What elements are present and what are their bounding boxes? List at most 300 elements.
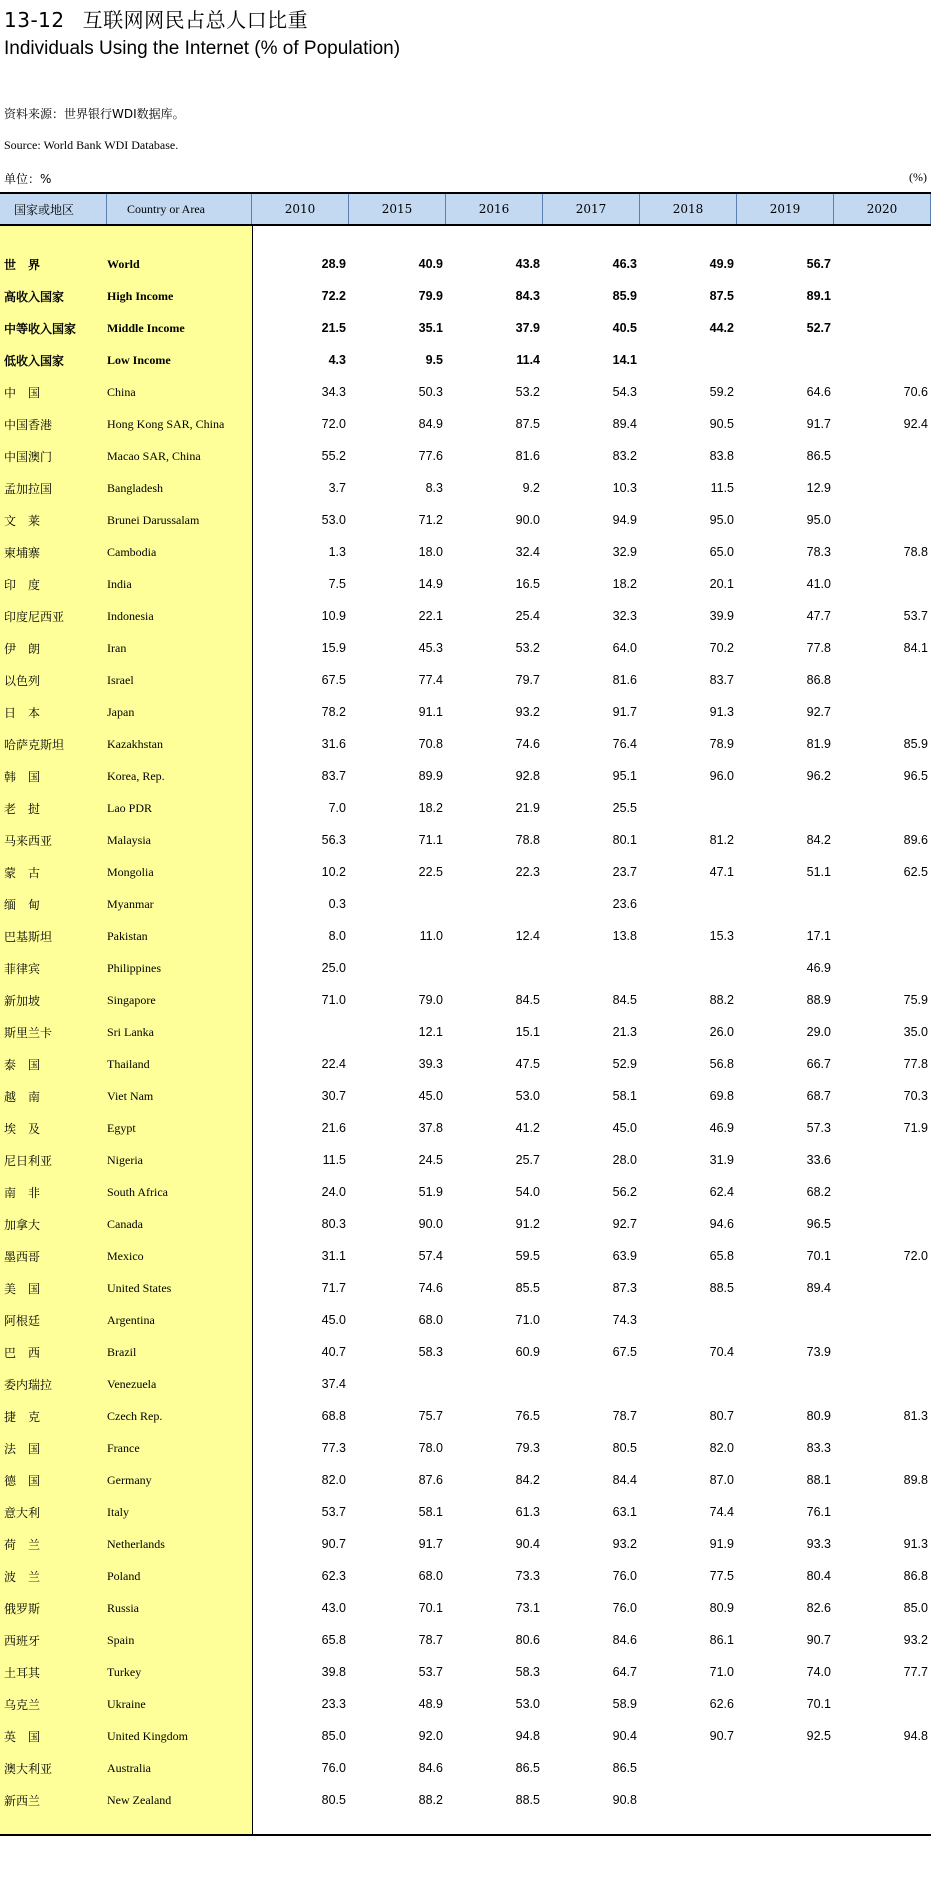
value-cell: 77.5 bbox=[709, 1569, 734, 1583]
value-cell: 90.4 bbox=[515, 1537, 540, 1551]
value-cell: 87.3 bbox=[612, 1281, 637, 1295]
value-cell: 12.4 bbox=[515, 929, 540, 943]
value-cell: 95.1 bbox=[612, 769, 637, 783]
value-cell: 72.0 bbox=[903, 1249, 928, 1263]
value-cell: 71.9 bbox=[903, 1121, 928, 1135]
country-name-en: Viet Nam bbox=[107, 1088, 154, 1103]
table-row bbox=[0, 1432, 931, 1464]
value-cell: 23.3 bbox=[321, 1697, 346, 1711]
value-cell: 79.7 bbox=[515, 673, 540, 687]
country-name-cn: 蒙 古 bbox=[4, 865, 41, 880]
table-row bbox=[0, 1304, 931, 1336]
value-cell: 86.8 bbox=[806, 673, 831, 687]
country-name-cn: 柬埔寨 bbox=[4, 545, 41, 560]
country-name-cn: 巴 西 bbox=[4, 1345, 41, 1360]
value-cell: 56.3 bbox=[321, 833, 346, 847]
value-cell: 80.3 bbox=[321, 1217, 346, 1231]
value-cell: 77.6 bbox=[418, 449, 443, 463]
value-cell: 78.9 bbox=[709, 737, 734, 751]
country-name-en: Canada bbox=[107, 1216, 143, 1231]
value-cell: 81.6 bbox=[515, 449, 540, 463]
value-cell: 73.9 bbox=[806, 1345, 831, 1359]
value-cell: 78.8 bbox=[903, 545, 928, 559]
country-name-en: Australia bbox=[107, 1760, 151, 1775]
value-cell: 75.7 bbox=[418, 1409, 443, 1423]
value-cell: 86.1 bbox=[709, 1633, 734, 1647]
table-row bbox=[0, 504, 931, 536]
country-name-cn: 新西兰 bbox=[4, 1793, 41, 1808]
value-cell: 79.3 bbox=[515, 1441, 540, 1455]
country-name-cn: 新加坡 bbox=[4, 993, 41, 1008]
table-row bbox=[0, 1624, 931, 1656]
value-cell: 72.0 bbox=[321, 417, 346, 431]
value-cell: 82.0 bbox=[709, 1441, 734, 1455]
value-cell: 73.3 bbox=[515, 1569, 540, 1583]
table-row bbox=[0, 472, 931, 504]
country-name-en: World bbox=[107, 256, 140, 271]
table-row bbox=[0, 1080, 931, 1112]
value-cell: 39.9 bbox=[709, 609, 734, 623]
country-name-en: Sri Lanka bbox=[107, 1024, 154, 1039]
value-cell: 76.0 bbox=[612, 1569, 637, 1583]
value-cell: 32.3 bbox=[612, 609, 637, 623]
value-cell: 31.1 bbox=[321, 1249, 346, 1263]
value-cell: 90.8 bbox=[612, 1793, 637, 1807]
value-cell: 71.0 bbox=[321, 993, 346, 1007]
value-cell: 14.9 bbox=[418, 577, 443, 591]
country-name-en: Nigeria bbox=[107, 1152, 143, 1167]
value-cell: 12.9 bbox=[806, 481, 831, 495]
table-row bbox=[0, 344, 931, 376]
value-cell: 89.4 bbox=[612, 417, 637, 431]
value-cell: 81.2 bbox=[709, 833, 734, 847]
value-cell: 96.5 bbox=[806, 1217, 831, 1231]
value-cell: 15.1 bbox=[515, 1025, 540, 1039]
value-cell: 68.0 bbox=[418, 1569, 443, 1583]
unit-label-cn: 单位：% bbox=[4, 172, 52, 186]
country-name-cn: 中 国 bbox=[4, 385, 41, 400]
value-cell: 95.0 bbox=[709, 513, 734, 527]
country-name-en: South Africa bbox=[107, 1184, 168, 1199]
value-cell: 72.2 bbox=[321, 289, 346, 303]
value-cell: 89.9 bbox=[418, 769, 443, 783]
value-cell: 28.9 bbox=[321, 257, 346, 271]
value-cell: 47.1 bbox=[709, 865, 734, 879]
country-name-cn: 英 国 bbox=[4, 1729, 41, 1744]
country-name-en: Venezuela bbox=[107, 1376, 157, 1391]
value-cell: 58.9 bbox=[612, 1697, 637, 1711]
value-cell: 71.7 bbox=[321, 1281, 346, 1295]
value-cell: 86.8 bbox=[903, 1569, 928, 1583]
value-cell: 40.7 bbox=[321, 1345, 346, 1359]
value-cell: 18.2 bbox=[418, 801, 443, 815]
country-name-cn: 低收入国家 bbox=[4, 353, 65, 368]
table-bottom-rule bbox=[0, 1834, 931, 1836]
value-cell: 80.9 bbox=[806, 1409, 831, 1423]
country-name-en: Cambodia bbox=[107, 544, 157, 559]
value-cell: 53.7 bbox=[321, 1505, 346, 1519]
value-cell: 86.5 bbox=[612, 1761, 637, 1775]
value-cell: 89.8 bbox=[903, 1473, 928, 1487]
country-name-cn: 乌克兰 bbox=[4, 1697, 41, 1712]
country-name-en: Philippines bbox=[107, 960, 162, 975]
country-name-cn: 马来西亚 bbox=[4, 833, 53, 848]
value-cell: 64.0 bbox=[612, 641, 637, 655]
table-row bbox=[0, 600, 931, 632]
value-cell: 67.5 bbox=[612, 1345, 637, 1359]
country-name-cn: 哈萨克斯坦 bbox=[4, 737, 65, 752]
source-note-cn: 资料来源：世界银行WDI数据库。 bbox=[4, 107, 185, 121]
value-cell: 22.3 bbox=[515, 865, 540, 879]
value-cell: 13.8 bbox=[612, 929, 637, 943]
value-cell: 51.9 bbox=[418, 1185, 443, 1199]
value-cell: 25.0 bbox=[321, 961, 346, 975]
value-cell: 53.0 bbox=[515, 1697, 540, 1711]
value-cell: 25.5 bbox=[612, 801, 637, 815]
value-cell: 84.6 bbox=[418, 1761, 443, 1775]
table-row bbox=[0, 952, 931, 984]
value-cell: 45.0 bbox=[321, 1313, 346, 1327]
value-cell: 45.0 bbox=[418, 1089, 443, 1103]
value-cell: 96.0 bbox=[709, 769, 734, 783]
title-cn: 互联网网民占总人口比重 bbox=[82, 8, 309, 32]
country-name-en: Israel bbox=[107, 672, 134, 687]
table-row bbox=[0, 1496, 931, 1528]
value-cell: 84.5 bbox=[612, 993, 637, 1007]
value-cell: 68.2 bbox=[806, 1185, 831, 1199]
value-cell: 70.1 bbox=[806, 1697, 831, 1711]
value-cell: 70.1 bbox=[418, 1601, 443, 1615]
value-cell: 48.9 bbox=[418, 1697, 443, 1711]
value-cell: 53.0 bbox=[515, 1089, 540, 1103]
value-cell: 62.6 bbox=[709, 1697, 734, 1711]
value-cell: 65.0 bbox=[709, 545, 734, 559]
value-cell: 31.6 bbox=[321, 737, 346, 751]
value-cell: 78.2 bbox=[321, 705, 346, 719]
value-cell: 53.2 bbox=[515, 385, 540, 399]
value-cell: 87.5 bbox=[515, 417, 540, 431]
table-row bbox=[0, 1592, 931, 1624]
country-name-cn: 澳大利亚 bbox=[4, 1761, 53, 1776]
country-name-cn: 委内瑞拉 bbox=[4, 1377, 53, 1392]
value-cell: 93.2 bbox=[515, 705, 540, 719]
table-row bbox=[0, 792, 931, 824]
value-cell: 78.8 bbox=[515, 833, 540, 847]
country-name-en: Kazakhstan bbox=[107, 736, 163, 751]
value-cell: 89.1 bbox=[806, 289, 831, 303]
value-cell: 92.0 bbox=[418, 1729, 443, 1743]
value-cell: 14.1 bbox=[612, 353, 637, 367]
value-cell: 91.7 bbox=[806, 417, 831, 431]
value-cell: 17.1 bbox=[806, 929, 831, 943]
value-cell: 84.4 bbox=[612, 1473, 637, 1487]
value-cell: 18.0 bbox=[418, 545, 443, 559]
value-cell: 44.2 bbox=[709, 321, 734, 335]
value-cell: 71.0 bbox=[709, 1665, 734, 1679]
value-cell: 12.1 bbox=[418, 1025, 443, 1039]
country-name-cn: 缅 甸 bbox=[4, 897, 41, 912]
value-cell: 81.6 bbox=[612, 673, 637, 687]
value-cell: 84.2 bbox=[806, 833, 831, 847]
value-cell: 90.5 bbox=[709, 417, 734, 431]
value-cell: 21.9 bbox=[515, 801, 540, 815]
value-cell: 65.8 bbox=[709, 1249, 734, 1263]
value-cell: 40.9 bbox=[418, 257, 443, 271]
value-cell: 96.2 bbox=[806, 769, 831, 783]
country-name-en: Thailand bbox=[107, 1056, 150, 1071]
value-cell: 96.5 bbox=[903, 769, 928, 783]
value-cell: 78.7 bbox=[612, 1409, 637, 1423]
country-name-cn: 斯里兰卡 bbox=[4, 1025, 53, 1040]
table-row bbox=[0, 664, 931, 696]
value-cell: 70.6 bbox=[903, 385, 928, 399]
value-cell: 26.0 bbox=[709, 1025, 734, 1039]
unit-label-en: (%) bbox=[909, 170, 927, 184]
value-cell: 7.0 bbox=[328, 801, 346, 815]
value-cell: 10.9 bbox=[321, 609, 346, 623]
value-cell: 85.5 bbox=[515, 1281, 540, 1295]
value-cell: 90.7 bbox=[806, 1633, 831, 1647]
country-name-en: Argentina bbox=[107, 1312, 155, 1327]
value-cell: 46.9 bbox=[709, 1121, 734, 1135]
value-cell: 64.7 bbox=[612, 1665, 637, 1679]
table-row bbox=[0, 984, 931, 1016]
value-cell: 80.5 bbox=[612, 1441, 637, 1455]
value-cell: 84.6 bbox=[612, 1633, 637, 1647]
value-cell: 91.3 bbox=[709, 705, 734, 719]
value-cell: 11.5 bbox=[322, 1153, 346, 1167]
value-cell: 24.0 bbox=[321, 1185, 346, 1199]
value-cell: 85.9 bbox=[903, 737, 928, 751]
value-cell: 37.8 bbox=[418, 1121, 443, 1135]
value-cell: 66.7 bbox=[806, 1057, 831, 1071]
country-name-cn: 美 国 bbox=[4, 1281, 41, 1296]
value-cell: 88.5 bbox=[709, 1281, 734, 1295]
value-cell: 70.8 bbox=[418, 737, 443, 751]
table-row bbox=[0, 1336, 931, 1368]
value-cell: 85.9 bbox=[612, 289, 637, 303]
value-cell: 92.8 bbox=[515, 769, 540, 783]
country-name-cn: 巴基斯坦 bbox=[4, 929, 53, 944]
value-cell: 68.7 bbox=[806, 1089, 831, 1103]
value-cell: 83.7 bbox=[709, 673, 734, 687]
country-name-en: Macao SAR, China bbox=[107, 448, 201, 463]
page-title bbox=[4, 4, 308, 33]
value-cell: 10.3 bbox=[612, 481, 637, 495]
value-cell: 83.8 bbox=[709, 449, 734, 463]
country-name-cn: 韩 国 bbox=[4, 769, 41, 784]
value-cell: 81.3 bbox=[903, 1409, 928, 1423]
value-cell: 16.5 bbox=[515, 577, 540, 591]
table-row bbox=[0, 1240, 931, 1272]
table-row bbox=[0, 824, 931, 856]
table-row bbox=[0, 1016, 931, 1048]
table-header bbox=[0, 194, 931, 226]
country-name-cn: 越 南 bbox=[4, 1089, 41, 1104]
table-row bbox=[0, 1752, 931, 1784]
value-cell: 56.8 bbox=[709, 1057, 734, 1071]
country-name-cn: 中国香港 bbox=[4, 417, 53, 432]
value-cell: 11.5 bbox=[710, 481, 734, 495]
country-name-cn: 加拿大 bbox=[4, 1217, 41, 1232]
country-name-cn: 德 国 bbox=[4, 1473, 41, 1488]
value-cell: 88.1 bbox=[806, 1473, 831, 1487]
country-name-cn: 捷 克 bbox=[4, 1409, 41, 1424]
value-cell: 10.2 bbox=[321, 865, 346, 879]
value-cell: 54.3 bbox=[612, 385, 637, 399]
country-name-cn: 南 非 bbox=[4, 1185, 41, 1200]
value-cell: 24.5 bbox=[418, 1153, 443, 1167]
value-cell: 1.3 bbox=[328, 545, 346, 559]
value-cell: 84.3 bbox=[515, 289, 540, 303]
table-row bbox=[0, 1560, 931, 1592]
value-cell: 84.1 bbox=[903, 641, 928, 655]
value-cell: 51.1 bbox=[806, 865, 831, 879]
country-name-cn: 中国澳门 bbox=[4, 449, 53, 464]
value-cell: 59.5 bbox=[515, 1249, 540, 1263]
value-cell: 32.9 bbox=[612, 545, 637, 559]
table-row bbox=[0, 1656, 931, 1688]
value-cell: 70.3 bbox=[903, 1089, 928, 1103]
value-cell: 15.3 bbox=[709, 929, 734, 943]
country-name-en: Hong Kong SAR, China bbox=[107, 416, 225, 431]
value-cell: 58.1 bbox=[612, 1089, 637, 1103]
value-cell: 80.9 bbox=[709, 1601, 734, 1615]
table-row bbox=[0, 920, 931, 952]
value-cell: 52.7 bbox=[806, 321, 831, 335]
value-cell: 90.0 bbox=[418, 1217, 443, 1231]
value-cell: 57.4 bbox=[418, 1249, 443, 1263]
value-cell: 53.2 bbox=[515, 641, 540, 655]
value-cell: 60.9 bbox=[515, 1345, 540, 1359]
value-cell: 62.3 bbox=[321, 1569, 346, 1583]
country-name-en: Egypt bbox=[107, 1120, 136, 1135]
table-row bbox=[0, 408, 931, 440]
country-name-cn: 西班牙 bbox=[4, 1633, 41, 1648]
value-cell: 82.6 bbox=[806, 1601, 831, 1615]
header-country-en: Country or Area bbox=[107, 194, 252, 224]
country-name-cn: 波 兰 bbox=[4, 1569, 41, 1584]
table-row bbox=[0, 1208, 931, 1240]
country-name-cn: 文 莱 bbox=[4, 513, 41, 528]
country-name-en: Myanmar bbox=[107, 896, 154, 911]
country-name-en: Brazil bbox=[107, 1344, 137, 1359]
value-cell: 92.4 bbox=[903, 417, 928, 431]
value-cell: 76.4 bbox=[612, 737, 637, 751]
value-cell: 23.6 bbox=[612, 897, 637, 911]
value-cell: 91.7 bbox=[418, 1537, 443, 1551]
value-cell: 88.9 bbox=[806, 993, 831, 1007]
header-country-cn: 国家或地区 bbox=[0, 194, 107, 224]
country-name-cn: 荷 兰 bbox=[4, 1537, 41, 1552]
country-name-cn: 以色列 bbox=[4, 673, 41, 688]
header-year: 2018 bbox=[640, 194, 737, 224]
value-cell: 71.1 bbox=[418, 833, 443, 847]
country-name-en: France bbox=[107, 1440, 140, 1455]
value-cell: 47.5 bbox=[515, 1057, 540, 1071]
value-cell: 20.1 bbox=[709, 577, 734, 591]
value-cell: 37.4 bbox=[321, 1377, 346, 1391]
value-cell: 94.6 bbox=[709, 1217, 734, 1231]
value-cell: 53.7 bbox=[418, 1665, 443, 1679]
country-name-en: Singapore bbox=[107, 992, 156, 1007]
value-cell: 78.3 bbox=[806, 545, 831, 559]
value-cell: 25.4 bbox=[515, 609, 540, 623]
value-cell: 58.3 bbox=[515, 1665, 540, 1679]
value-cell: 23.7 bbox=[612, 865, 637, 879]
country-name-cn: 法 国 bbox=[4, 1441, 41, 1456]
value-cell: 78.7 bbox=[418, 1633, 443, 1647]
value-cell: 62.4 bbox=[709, 1185, 734, 1199]
value-cell: 83.7 bbox=[321, 769, 346, 783]
value-cell: 9.5 bbox=[425, 353, 443, 367]
value-cell: 56.7 bbox=[806, 257, 831, 271]
table-row bbox=[0, 1176, 931, 1208]
table-row bbox=[0, 1784, 931, 1816]
table-row bbox=[0, 1048, 931, 1080]
value-cell: 78.0 bbox=[418, 1441, 443, 1455]
value-cell: 58.3 bbox=[418, 1345, 443, 1359]
table-row bbox=[0, 536, 931, 568]
country-name-cn: 高收入国家 bbox=[4, 289, 65, 304]
value-cell: 90.4 bbox=[612, 1729, 637, 1743]
table-row bbox=[0, 312, 931, 344]
value-cell: 43.8 bbox=[515, 257, 540, 271]
value-cell: 29.0 bbox=[806, 1025, 831, 1039]
table-row bbox=[0, 888, 931, 920]
value-cell: 35.1 bbox=[418, 321, 443, 335]
country-name-cn: 世 界 bbox=[4, 257, 41, 272]
country-name-cn: 伊 朗 bbox=[4, 641, 41, 656]
table-row bbox=[0, 1400, 931, 1432]
value-cell: 77.7 bbox=[903, 1665, 928, 1679]
value-cell: 37.9 bbox=[515, 321, 540, 335]
value-cell: 0.3 bbox=[328, 897, 346, 911]
value-cell: 22.5 bbox=[418, 865, 443, 879]
country-name-en: Germany bbox=[107, 1472, 152, 1487]
value-cell: 39.3 bbox=[418, 1057, 443, 1071]
value-cell: 61.3 bbox=[515, 1505, 540, 1519]
country-name-cn: 泰 国 bbox=[4, 1057, 41, 1072]
header-year: 2016 bbox=[446, 194, 543, 224]
header-year: 2020 bbox=[834, 194, 931, 224]
country-name-en: Czech Rep. bbox=[107, 1408, 163, 1423]
country-name-en: Japan bbox=[107, 704, 135, 719]
value-cell: 76.5 bbox=[515, 1409, 540, 1423]
value-cell: 84.2 bbox=[515, 1473, 540, 1487]
table-row bbox=[0, 1144, 931, 1176]
value-cell: 67.5 bbox=[321, 673, 346, 687]
table-row bbox=[0, 248, 931, 280]
country-name-en: China bbox=[107, 384, 136, 399]
value-cell: 30.7 bbox=[321, 1089, 346, 1103]
table-body bbox=[0, 226, 931, 1834]
country-name-en: United States bbox=[107, 1280, 172, 1295]
value-cell: 8.3 bbox=[425, 481, 443, 495]
country-name-en: Russia bbox=[107, 1600, 140, 1615]
country-name-en: New Zealand bbox=[107, 1792, 172, 1807]
table-row bbox=[0, 376, 931, 408]
value-cell: 81.9 bbox=[806, 737, 831, 751]
value-cell: 75.9 bbox=[903, 993, 928, 1007]
value-cell: 85.0 bbox=[321, 1729, 346, 1743]
country-name-en: Brunei Darussalam bbox=[107, 512, 200, 527]
value-cell: 35.0 bbox=[903, 1025, 928, 1039]
value-cell: 80.1 bbox=[612, 833, 637, 847]
value-cell: 21.3 bbox=[612, 1025, 637, 1039]
value-cell: 25.7 bbox=[515, 1153, 540, 1167]
value-cell: 43.0 bbox=[321, 1601, 346, 1615]
